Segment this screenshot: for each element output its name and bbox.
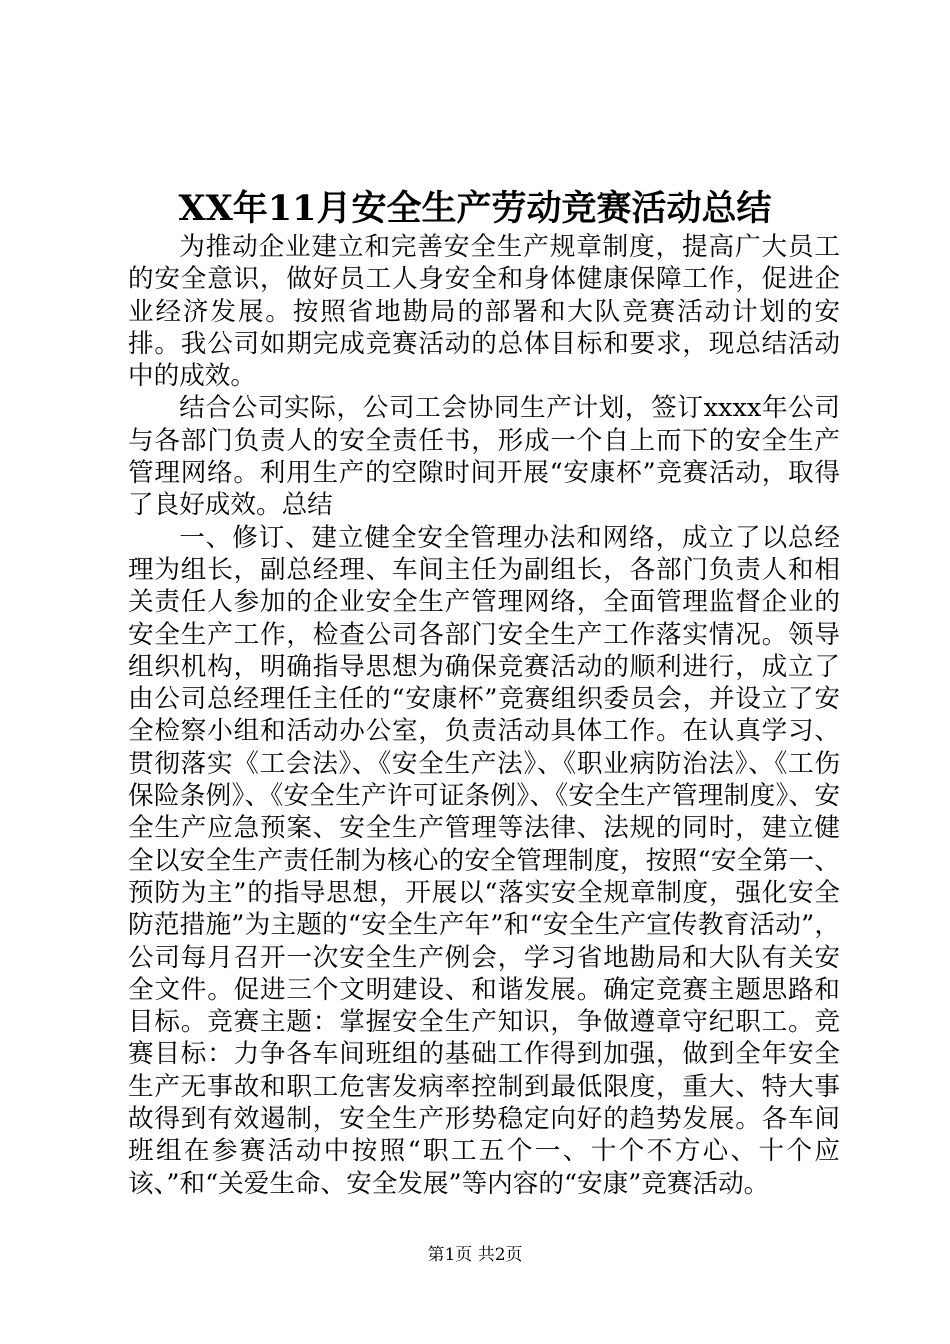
page-number: 第1页 共2页: [427, 1245, 523, 1265]
paragraph-intro: 为推动企业建立和完善安全生产规章制度，提高广大员工的安全意识，做好员工人身安全和身体健康保障工作，促进企业经济发展。按照省地勘局的部署和大队竞赛活动计划的安排。我公司如期完成竞赛活动的总体目标和要求，现总结活动中的成效。: [128, 232, 840, 392]
document-title: XX年11月安全生产劳动竞赛活动总结: [178, 188, 772, 229]
paragraph-section-one: 一、修订、建立健全安全管理办法和网络，成立了以总经理为组长，副总经理、车间主任为副组长，各部门负责人和相关责任人参加的企业安全生产管理网络，全面管理监督企业的安全生产工作，检查公司各部门安全生产工作落实情况。领导组织机构，明确指导思想为确保竞赛活动的顺利进行，成立了由公司总经理任主任的“安康杯”竞赛组织委员会，并设立了安全检察小组和活动办公室，负责活动具体工作。在认真学习、贯彻落实《工会法》、《安全生产法》、《职业病防治法》、《工伤保险条例》、《安全生产许可证条例》、《安全生产管理制度》、安全生产应急预案、安全生产管理等法律、法规的同时，建立健全以安全生产责任制为核心的安全管理制度，按照“安全第一、预防为主”的指导思想，开展以“落实安全规章制度，强化安全防范措施”为主题的“安全生产年”和“安全生产宣传教育活动”，公司每月召开一次安全生产例会，学习省地勘局和大队有关安全文件。促进三个文明建设、和谐发展。确定竞赛主题思路和目标。竞赛主题：掌握安全生产知识，争做遵章守纪职工。竞赛目标：力争各车间班组的基础工作得到加强，做到全年安全生产无事故和职工危害发病率控制到最低限度，重大、特大事故得到有效遏制，安全生产形势稳定向好的趋势发展。各车间班组在参赛活动中按照“职工五个一、十个不方心、十个应该、”和“关爱生命、安全发展”等内容的“安康”竞赛活动。: [128, 522, 840, 1199]
document-body: [128, 231, 840, 1200]
paragraph-overview: 结合公司实际，公司工会协同生产计划，签订xxxx年公司与各部门负责人的安全责任书，形成一个自上而下的安全生产管理网络。利用生产的空隙时间开展“安康杯”竞赛活动，取得了良好成效。总结: [128, 393, 840, 521]
